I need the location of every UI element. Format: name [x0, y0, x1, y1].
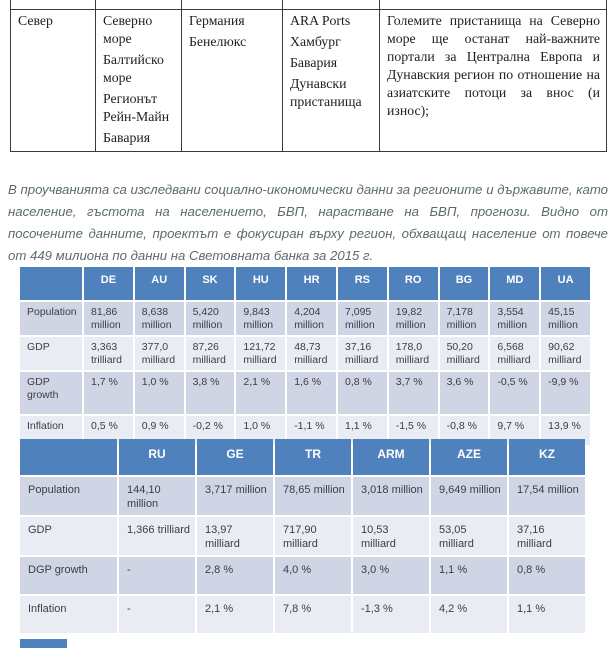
- row-label: DGP growth: [20, 557, 117, 594]
- column-header-ru: RU: [119, 439, 195, 475]
- empty-cell: [380, 0, 607, 9]
- direction-cell: [11, 9, 96, 151]
- data-cell: 50,20 milliard: [440, 337, 489, 370]
- data-cell: 3,0 %: [353, 557, 429, 594]
- data-cell: 1,1 %: [338, 416, 387, 445]
- sea-item: Балтийско море: [103, 51, 164, 85]
- column-header-tr: TR: [275, 439, 351, 475]
- row-label: Inflation: [20, 596, 117, 633]
- regions-overview-table: [10, 0, 607, 152]
- header-row: [20, 439, 585, 475]
- data-cell: -: [119, 596, 195, 633]
- column-header-hr: HR: [287, 267, 336, 300]
- table-row: [20, 596, 585, 633]
- column-header-arm: ARM: [353, 439, 429, 475]
- data-cell: 9,843 million: [236, 302, 285, 335]
- row-label: Inflation: [20, 416, 82, 445]
- column-header-aze: AZE: [431, 439, 507, 475]
- data-cell: 3,018 million: [353, 477, 429, 515]
- data-cell: 1,1 %: [509, 596, 585, 633]
- data-cell: 2,8 %: [197, 557, 273, 594]
- data-cell: 19,82 million: [389, 302, 438, 335]
- data-cell: 3,6 %: [440, 372, 489, 414]
- data-cell: -1,3 %: [353, 596, 429, 633]
- data-cell: 0,8 %: [509, 557, 585, 594]
- column-header-rs: RS: [338, 267, 387, 300]
- data-cell: -0,5 %: [490, 372, 539, 414]
- row-label: Population: [20, 302, 82, 335]
- data-cell: 8,638 million: [135, 302, 184, 335]
- data-cell: 2,1 %: [236, 372, 285, 414]
- data-cell: -0,8 %: [440, 416, 489, 445]
- data-cell: 87,26 milliard: [186, 337, 235, 370]
- table-row: [20, 477, 585, 515]
- next-table-header-fragment: [20, 639, 67, 648]
- data-cell: 6,568 milliard: [490, 337, 539, 370]
- corner-header: [20, 267, 82, 300]
- data-cell: 7,178 million: [440, 302, 489, 335]
- data-cell: 17,54 million: [509, 477, 585, 515]
- column-header-ge: GE: [197, 439, 273, 475]
- data-cell: 1,7 %: [84, 372, 133, 414]
- data-cell: 4,2 %: [431, 596, 507, 633]
- table-row: [20, 517, 585, 555]
- data-cell: 45,15 million: [541, 302, 590, 335]
- description-cell: Големите пристанища на Северно море ще останат най-важните портали за Централна Европа и Дунавския регион по отношение на азиатските потоци за внос (и износ);: [380, 9, 607, 151]
- empty-cell: [283, 0, 380, 9]
- data-cell: 37,16 milliard: [509, 517, 585, 555]
- eastern-countries-data-table: [18, 437, 587, 635]
- column-header-sk: SK: [186, 267, 235, 300]
- table-row: [20, 337, 590, 370]
- data-cell: -: [119, 557, 195, 594]
- row-label: GDP growth: [20, 372, 82, 414]
- data-cell: 3,554 million: [490, 302, 539, 335]
- column-header-kz: KZ: [509, 439, 585, 475]
- row-label: GDP: [20, 517, 117, 555]
- sea-item: Бавария: [103, 129, 151, 145]
- table-row: [20, 557, 585, 594]
- data-cell: 3,717 million: [197, 477, 273, 515]
- data-cell: 1,1 %: [431, 557, 507, 594]
- data-cell: 13,9 %: [541, 416, 590, 445]
- column-header-hu: HU: [236, 267, 285, 300]
- countries-cell: [182, 9, 283, 151]
- data-cell: 1,0 %: [135, 372, 184, 414]
- data-cell: 3,7 %: [389, 372, 438, 414]
- table-row: [20, 372, 590, 414]
- analysis-paragraph: В проучванията са изследвани социално-икономически данни за регионите и държавите, като население, гъстота на населението, БВП, нарастване на БВП, прогнози. Видно от посочените данните, проектът е фокусиран върху регион, обхващащ население от повече от 449 милиона по данни на Световната банка за 2015 г.: [8, 182, 608, 263]
- data-cell: 9,7 %: [490, 416, 539, 445]
- data-cell: 53,05 milliard: [431, 517, 507, 555]
- data-cell: 178,0 milliard: [389, 337, 438, 370]
- data-cell: 81,86 million: [84, 302, 133, 335]
- port-item: Хамбург: [290, 33, 341, 49]
- data-cell: -9,9 %: [541, 372, 590, 414]
- port-item: Дунавски пристанища: [290, 75, 362, 109]
- sea-item: Северно море: [103, 12, 153, 46]
- column-header-de: DE: [84, 267, 133, 300]
- data-cell: 78,65 million: [275, 477, 351, 515]
- column-header-bg: BG: [440, 267, 489, 300]
- column-header-ro: RO: [389, 267, 438, 300]
- data-cell: 1,6 %: [287, 372, 336, 414]
- country-item: Бенелюкс: [189, 33, 247, 49]
- data-cell: 144,10 million: [119, 477, 195, 515]
- corner-header: [20, 439, 117, 475]
- column-header-au: AU: [135, 267, 184, 300]
- data-cell: 48,73 milliard: [287, 337, 336, 370]
- seas-cell: [96, 9, 182, 151]
- data-cell: 13,97 milliard: [197, 517, 273, 555]
- empty-cell: [96, 0, 182, 9]
- data-cell: 377,0 milliard: [135, 337, 184, 370]
- port-item: ARA Ports: [290, 12, 351, 28]
- table-row: [11, 9, 607, 151]
- data-cell: 90,62 milliard: [541, 337, 590, 370]
- header-row: [20, 267, 590, 300]
- data-cell: 7,8 %: [275, 596, 351, 633]
- country-item: Германия: [189, 12, 245, 28]
- data-cell: 1,366 trilliard: [119, 517, 195, 555]
- data-cell: 5,420 million: [186, 302, 235, 335]
- data-cell: -0,2 %: [186, 416, 235, 445]
- column-header-md: MD: [490, 267, 539, 300]
- column-header-ua: UA: [541, 267, 590, 300]
- direction-label: Север: [18, 12, 53, 28]
- data-cell: 10,53 milliard: [353, 517, 429, 555]
- data-cell: 2,1 %: [197, 596, 273, 633]
- empty-cell: [11, 0, 96, 9]
- data-cell: 717,90 milliard: [275, 517, 351, 555]
- data-cell: -1,5 %: [389, 416, 438, 445]
- eu-countries-data-table: [18, 265, 592, 447]
- data-cell: 3,363 trilliard: [84, 337, 133, 370]
- table-row: [20, 302, 590, 335]
- sea-item: Регионът Рейн-Майн: [103, 90, 170, 124]
- row-label: GDP: [20, 337, 82, 370]
- data-cell: 3,8 %: [186, 372, 235, 414]
- data-cell: 1,0 %: [236, 416, 285, 445]
- port-item: Бавария: [290, 54, 338, 70]
- data-cell: 37,16 milliard: [338, 337, 387, 370]
- data-cell: 4,204 million: [287, 302, 336, 335]
- data-cell: 121,72 milliard: [236, 337, 285, 370]
- data-cell: 0,5 %: [84, 416, 133, 445]
- data-cell: 0,8 %: [338, 372, 387, 414]
- data-cell: 0,9 %: [135, 416, 184, 445]
- table-row-cut: [11, 0, 607, 9]
- ports-cell: [283, 9, 380, 151]
- data-cell: 9,649 million: [431, 477, 507, 515]
- row-label: Population: [20, 477, 117, 515]
- data-cell: 7,095 million: [338, 302, 387, 335]
- data-cell: -1,1 %: [287, 416, 336, 445]
- empty-cell: [182, 0, 283, 9]
- data-cell: 4,0 %: [275, 557, 351, 594]
